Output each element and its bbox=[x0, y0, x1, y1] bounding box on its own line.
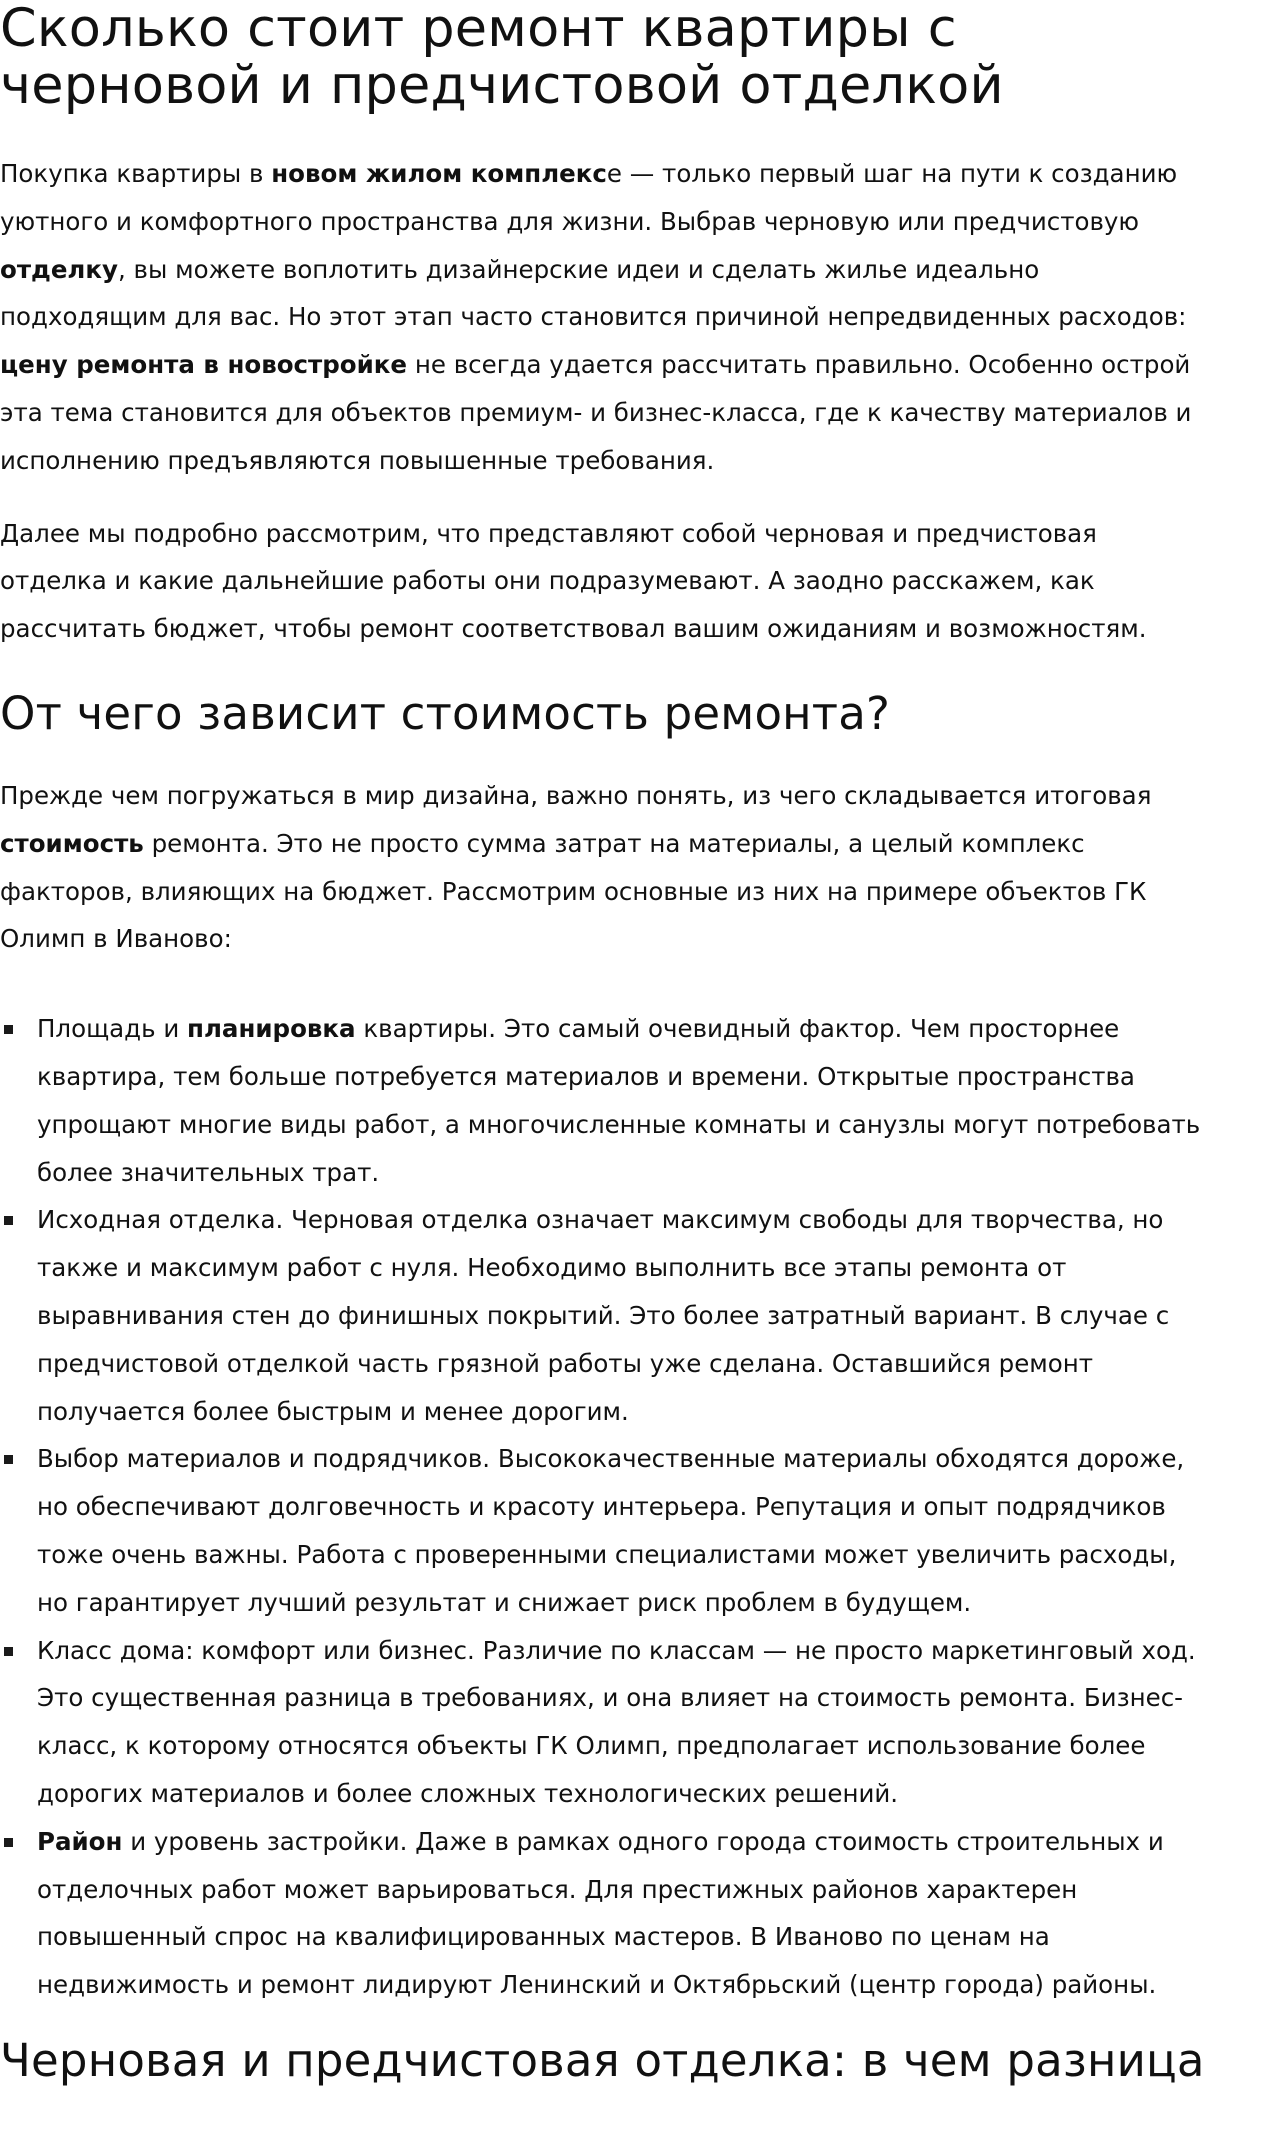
text-line: подходящим для вас. Но этот этап часто становится причиной непредвиденных расходов: bbox=[0, 302, 1187, 332]
text-line: Класс дома: комфорт или бизнес. Различие по классам — не просто маркетинговый ход. bbox=[37, 1635, 1196, 1665]
section-heading-finish-difference: Черновая и предчистовая отделка: в чем разница bbox=[0, 2033, 1205, 2087]
text-line: Это существенная разница в требованиях, и она влияет на стоимость ремонта. Бизнес- bbox=[37, 1683, 1184, 1713]
text-fragment: квартиры. Это самый очевидный фактор. Чем просторнее bbox=[355, 1014, 1120, 1044]
text-line: отделочных работ может варьироваться. Для престижных районов характерен bbox=[37, 1874, 1078, 1904]
text-fragment: , вы можете воплотить дизайнерские идеи и сделать жилье идеально bbox=[117, 254, 1040, 284]
link-renovation-price[interactable]: цену ремонта в новостройке bbox=[0, 350, 408, 380]
text-line: но гарантирует лучший результат и снижает риск проблем в будущем. bbox=[37, 1587, 972, 1617]
link-district[interactable]: Район bbox=[37, 1826, 123, 1856]
text-line bbox=[37, 1818, 1270, 1866]
text-line bbox=[0, 150, 1270, 198]
text-line: Выбор материалов и подрядчиков. Высококачественные материалы обходятся дороже, bbox=[37, 1444, 1185, 1474]
text-line: рассчитать бюджет, чтобы ремонт соответствовал вашим ожиданиям и возможностям. bbox=[0, 614, 1147, 644]
text-fragment: ремонта. Это не просто сумма затрат на материалы, а целый комплекс bbox=[143, 828, 1085, 858]
text-line: эта тема становится для объектов премиум- и бизнес-класса, где к качеству материалов и bbox=[0, 397, 1192, 427]
page-title bbox=[0, 0, 1270, 114]
text-line: также и максимум работ с нуля. Необходимо выполнить все этапы ремонта от bbox=[37, 1253, 1067, 1283]
text-line bbox=[0, 246, 1270, 294]
text-line: Олимп в Иваново: bbox=[0, 924, 232, 954]
list-item bbox=[0, 1196, 1270, 1435]
bullet-square-icon bbox=[4, 1838, 13, 1847]
text-line: дорогих материалов и более сложных технологических решений. bbox=[37, 1778, 899, 1808]
intro-paragraph-2 bbox=[0, 510, 1270, 653]
text-line: факторов, влияющих на бюджет. Рассмотрим основные из них на примере объектов ГК bbox=[0, 876, 1147, 906]
link-cost[interactable]: стоимость bbox=[0, 828, 144, 858]
factors-list bbox=[0, 1005, 1270, 2009]
text-line: Прежде чем погружаться в мир дизайна, важно понять, из чего складывается итоговая bbox=[0, 780, 1152, 810]
section-heading-cost-factors: От чего зависит стоимость ремонта? bbox=[0, 686, 891, 740]
text-line: квартира, тем больше потребуется материалов и времени. Открытые пространства bbox=[37, 1061, 1135, 1091]
page-title-line: Сколько стоит ремонт квартиры с bbox=[0, 0, 957, 59]
text-line: Исходная отделка. Черновая отделка означает максимум свободы для творчества, но bbox=[37, 1205, 1164, 1235]
bullet-square-icon bbox=[4, 1455, 13, 1464]
bullet-square-icon bbox=[4, 1216, 13, 1225]
text-line: предчистовой отделкой часть грязной работы уже сделана. Оставшийся ремонт bbox=[37, 1348, 1094, 1378]
text-fragment: Покупка квартиры в bbox=[0, 159, 272, 188]
bullet-square-icon bbox=[4, 1647, 13, 1656]
list-item bbox=[0, 1627, 1270, 1818]
text-line: отделка и какие дальнейшие работы они подразумевают. А заодно расскажем, как bbox=[0, 566, 1095, 596]
text-line: уютного и комфортного пространства для жизни. Выбрав черновую или предчистовую bbox=[0, 206, 1140, 236]
text-line: но обеспечивают долговечность и красоту интерьера. Репутация и опыт подрядчиков bbox=[37, 1492, 1166, 1522]
text-fragment: не всегда удается рассчитать правильно. Особенно острой bbox=[407, 350, 1191, 380]
intro-paragraph bbox=[0, 150, 1270, 485]
text-line: повышенный спрос на квалифицированных мастеров. В Иваново по ценам на bbox=[37, 1922, 1050, 1952]
text-line: недвижимость и ремонт лидируют Ленинский и Октябрьский (центр города) районы. bbox=[37, 1970, 1157, 2000]
text-line: более значительных трат. bbox=[37, 1157, 380, 1187]
text-line: выравнивания стен до финишных покрытий. Это более затратный вариант. В случае с bbox=[37, 1300, 1170, 1330]
text-fragment: и уровень застройки. Даже в рамках одного города стоимость строительных и bbox=[122, 1826, 1164, 1856]
page-title-line: черновой и предчистовой отделкой bbox=[0, 55, 1004, 116]
bullet-square-icon bbox=[4, 1025, 13, 1034]
text-line: исполнению предъявляются повышенные требования. bbox=[0, 445, 715, 475]
text-line: получается более быстрым и менее дорогим. bbox=[37, 1396, 629, 1426]
text-line: тоже очень важны. Работа с проверенными специалистами может увеличить расходы, bbox=[37, 1539, 1177, 1569]
list-item bbox=[0, 1435, 1270, 1626]
list-item bbox=[0, 1818, 1270, 2009]
list-item bbox=[0, 1005, 1270, 1196]
text-line: упрощают многие виды работ, а многочисленные комнаты и санузлы могут потребовать bbox=[37, 1109, 1201, 1139]
text-line bbox=[0, 341, 1270, 389]
text-line: класс, к которому относятся объекты ГК Олимп, предполагает использование более bbox=[37, 1731, 1146, 1761]
text-line: Далее мы подробно рассмотрим, что представляют собой черновая и предчистовая bbox=[0, 518, 1097, 548]
text-line bbox=[0, 820, 1270, 868]
text-line bbox=[37, 1005, 1270, 1053]
link-new-complex[interactable]: новом жилом комплекс bbox=[271, 159, 607, 188]
link-finish[interactable]: отделку bbox=[0, 254, 118, 284]
text-fragment: Площадь и bbox=[37, 1014, 188, 1044]
section-paragraph bbox=[0, 772, 1270, 963]
text-fragment: е — только первый шаг на пути к созданию bbox=[606, 159, 1178, 188]
link-layout[interactable]: планировка bbox=[187, 1014, 356, 1044]
